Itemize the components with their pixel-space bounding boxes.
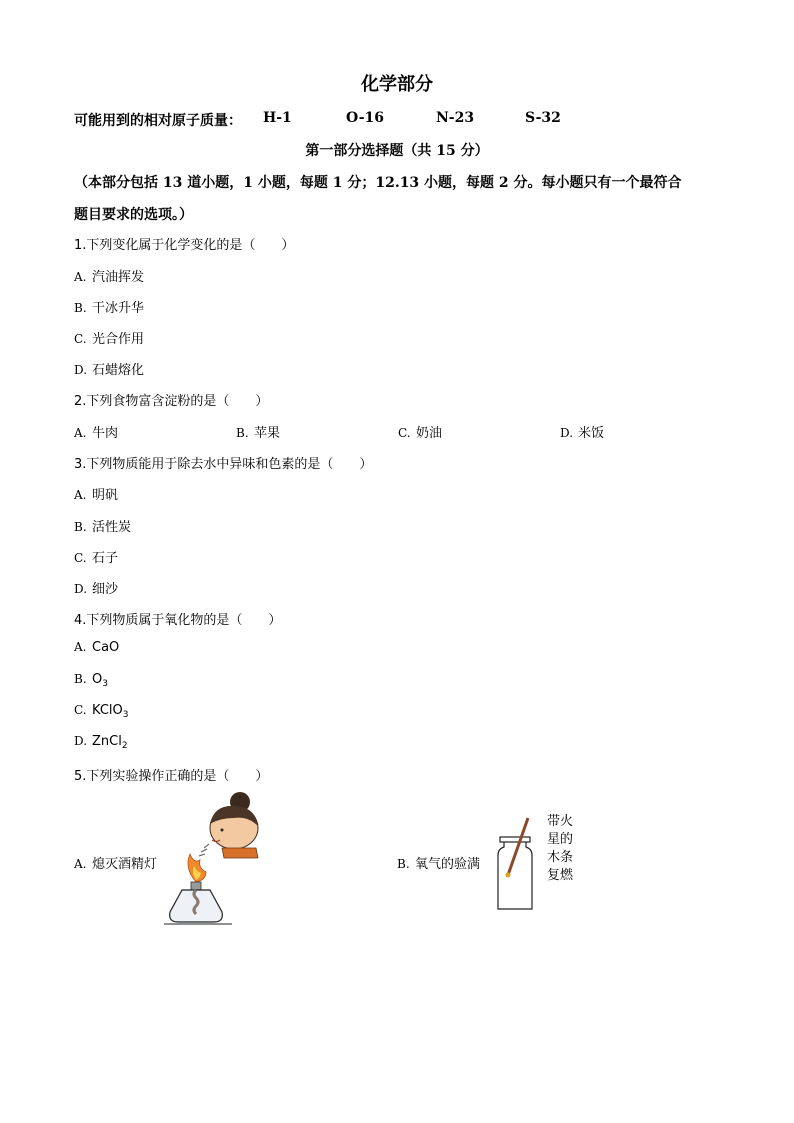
question-1-stem: 1.下列变化属于化学变化的是（ ） (74, 238, 295, 253)
q3-option-c: C. 石子 (74, 551, 119, 566)
question-3-stem: 3.下列物质能用于除去水中异味和色素的是（ ） (74, 457, 373, 472)
atomic-mass-o: O-16 (346, 110, 385, 126)
glowing-stick-caption: 带火 星的 木条 复燃 (547, 814, 574, 883)
q5-option-a: A. 熄灭酒精灯 (74, 857, 158, 872)
q5-option-b: B. 氧气的验满 (397, 857, 481, 872)
oxygen-full-check-figure (490, 815, 540, 915)
blowing-out-alcohol-lamp-figure (164, 790, 264, 930)
question-5-stem: 5.下列实验操作正确的是（ ） (74, 769, 269, 784)
question-4-stem: 4.下列物质属于氧化物的是（ ） (74, 613, 282, 628)
q1-option-c: C. 光合作用 (74, 332, 145, 347)
question-2-stem: 2.下列食物富含淀粉的是（ ） (74, 394, 269, 409)
q3-option-a: A. 明矾 (74, 488, 119, 503)
section-instructions-line1: （本部分包括 13 道小题，1 小题，每题 1 分；12.13 小题，每题 2 分。每小题只有一个最符合 (74, 175, 682, 191)
q2-option-b: B. 苹果 (236, 426, 281, 441)
q4-option-b: B. $O_3$ (74, 672, 108, 689)
page-title: 化学部分 (361, 74, 433, 95)
q1-option-d: D. 石蜡熔化 (74, 363, 145, 378)
q1-option-b: B. 干冰升华 (74, 301, 145, 316)
q4-option-a: A. CaO (74, 640, 120, 655)
q3-option-d: D. 细沙 (74, 582, 119, 597)
section-instructions-line2: 题目要求的选项。） (74, 207, 193, 223)
q4-option-d: D. ZnCl$_2$ (74, 734, 128, 751)
q2-option-d: D. 米饭 (560, 426, 605, 441)
atomic-mass-label: 可能用到的相对原子质量： (74, 113, 242, 129)
q1-option-a: A. 汽油挥发 (74, 270, 145, 285)
q2-option-c: C. 奶油 (398, 426, 443, 441)
q3-option-b: B. 活性炭 (74, 520, 132, 535)
atomic-mass-h: H-1 (263, 110, 292, 126)
section-heading: 第一部分选择题（共 15 分） (305, 143, 489, 159)
q2-option-a: A. 牛肉 (74, 426, 119, 441)
q4-option-c: C. KClO$_3$ (74, 703, 129, 720)
atomic-mass-s: S-32 (525, 110, 561, 126)
atomic-mass-n: N-23 (436, 110, 475, 126)
